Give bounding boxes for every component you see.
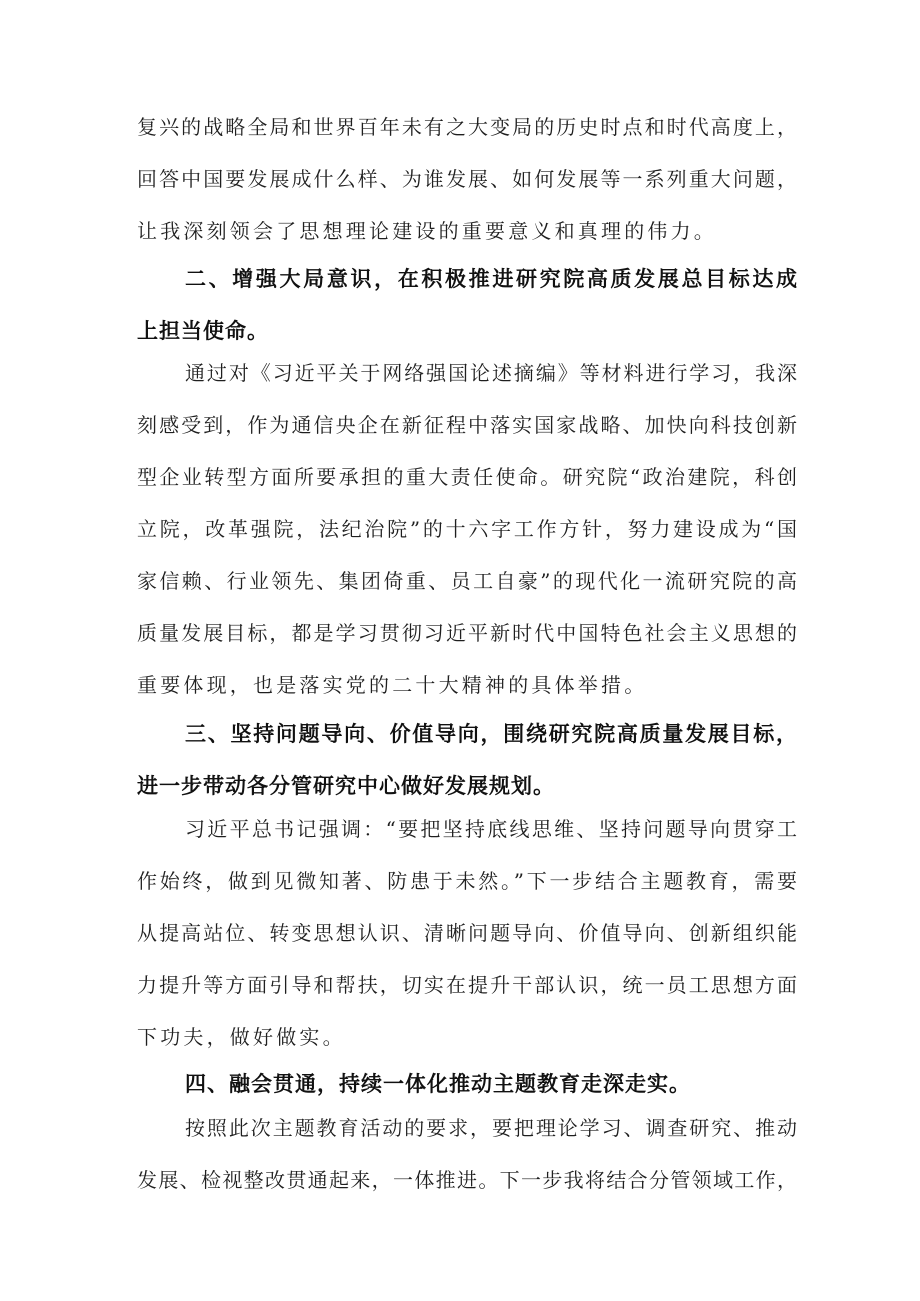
body-line: 重要体现，也是落实党的二十大精神的具体举措。 [137,673,648,697]
body-line: 按照此次主题教育活动的要求，要把理论学习、调查研究、推动 [185,1116,797,1140]
body-line: 力提升等方面引导和帮扶，切实在提升干部认识，统一员工思想方面 [137,973,797,997]
section-heading: 进一步带动各分管研究中心做好发展规划。 [137,774,555,798]
body-line: 发展、检视整改贯通起来，一体推进。下一步我将结合分管领域工作， [137,1168,797,1192]
body-line: 从提高站位、转变思想认识、清晰问题导向、价值导向、创新组织能 [137,921,797,945]
body-line: 立院，改革强院，法纪治院”的十六字工作方针，努力建设成为“国 [137,517,797,541]
body-line: 型企业转型方面所要承担的重大责任使命。研究院“政治建院，科创 [137,465,797,489]
body-line: 家信赖、行业领先、集团倚重、员工自豪”的现代化一流研究院的高 [137,569,797,593]
section-heading: 三、坚持问题导向、价值导向，围绕研究院高质量发展目标， [185,722,797,746]
section-heading: 上担当使命。 [137,319,269,343]
body-line: 回答中国要发展成什么样、为谁发展、如何发展等一系列重大问题， [137,167,797,191]
section-heading: 四、融会贯通，持续一体化推动主题教育走深走实。 [185,1072,691,1096]
body-line: 习近平总书记强调：“要把坚持底线思维、坚持问题导向贯穿工 [185,817,797,841]
body-line: 质量发展目标，都是学习贯彻习近平新时代中国特色社会主义思想的 [137,621,797,645]
section-heading: 二、增强大局意识，在积极推进研究院高质发展总目标达成 [185,267,797,291]
body-line: 复兴的战略全局和世界百年未有之大变局的历史时点和时代高度上， [137,115,797,139]
body-line: 让我深刻领会了思想理论建设的重要意义和真理的伟力。 [137,219,717,243]
body-line: 刻感受到，作为通信央企在新征程中落实国家战略、加快向科技创新 [137,413,797,437]
body-line: 通过对《习近平关于网络强国论述摘编》等材料进行学习，我深 [185,361,797,385]
body-line: 下功夫，做好做实。 [137,1025,346,1049]
body-line: 作始终，做到见微知著、防患于未然。”下一步结合主题教育，需要 [137,869,797,893]
